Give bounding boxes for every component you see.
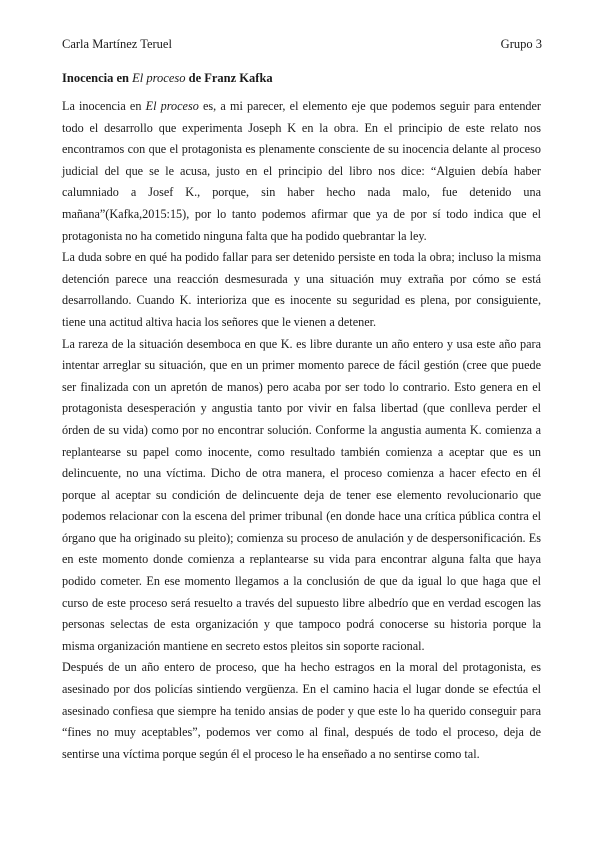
paragraph-1 — [62, 96, 541, 247]
title-suffix: de Franz Kafka — [185, 71, 273, 85]
essay-title — [62, 70, 273, 86]
author-name: Carla Martínez Teruel — [62, 37, 172, 51]
paragraph-4: Después de un año entero de proceso, que ha hecho estragos en la moral del protagonista, es asesinado por dos policías sintiendo vergüenza. En el camino hacia el lugar donde se efectúa el asesinado confiesa que siempre ha tenido ansias de poder y que este lo ha querido conseguir para “fines no muy aceptables”, podemos ver como al final, después de todo el proceso, deja de sentirse una víctima porque según él el proceso le ha enseñado a no sentirse como tal. — [62, 660, 541, 761]
paragraph-1-start: La inocencia en — [62, 99, 146, 113]
title-book: El proceso — [132, 71, 186, 85]
paragraph-2: La duda sobre en qué ha podido fallar para ser detenido persiste en toda la obra; incluso la misma detención parece una reacción desmesurada y una situación muy extraña por cómo se está desarrollando. Cuando K. interioriza que es inocente su seguridad es plena, por consiguiente, tiene una actitud altiva hacia los señores que le vienen a detener. — [62, 250, 541, 329]
paragraph-3: La rareza de la situación desemboca en que K. es libre durante un año entero y usa este año para intentar arreglar su situación, que en un primer momento parece de fácil gestión (cree que puede ser finalizada con un apretón de manos) pero acaba por ser todo lo contrario. Esto genera en el protagonista desesperación y angustia tanto por vivir en falsa libertad (que conlleva perder el órden de su vida) como por no encontrar solución. Conforme la angustia aumenta K. comienza a replantearse su papel como inocente, como resultado también comienza a aceptar que es un delincuente, no una víctima. Dicho de otra manera, el proceso comienza a hacer efecto en él porque al aceptar su condición de delincuente deja de tener ese elemento revolucionario que podemos relacionar con la escena del primer tribunal (en donde hace una crítica pública contra el órgano que ha originado su pleito); comienza su proceso de anulación y de despersonificación. Es en este momento donde comienza a replantearse su vida para encontrar alguna falta que haya podido cometer. En ese momento llegamos a la conclusión de que da igual lo que haga que el curso de este proceso será resuelto a través del supuesto libre albedrío que en verdad escogen las personas selectas de esta organización y que tampoco podrá conocerse su historia porque la misma organización mantiene en secreto estos pleitos sin soporte racional. — [62, 336, 541, 653]
group-label: Grupo 3 — [500, 37, 542, 51]
page-header — [62, 36, 542, 52]
paragraph-1-rest: es, a mi parecer, el elemento eje que podemos seguir para entender todo el desarrollo que experimenta Joseph K en la obra. En el principio de este relato nos encontramos con que el protagonista es plenamente consciente de su inocencia delante al proceso judicial del que se le acusa, justo en el principio del libro nos dice: “Alguien debía haber calumniado a Josef K., porque, sin haber hecho nada malo, fue detenido una mañana”(Kafka,2015:15), por lo tanto podemos afirmar que ya de por sí todo indica que el protagonista no ha cometido ninguna falta que ha podido quebrantar la ley. — [62, 99, 541, 243]
essay-body — [62, 96, 541, 765]
paragraph-1-book: El proceso — [145, 99, 199, 113]
title-prefix: Inocencia en — [62, 71, 133, 85]
